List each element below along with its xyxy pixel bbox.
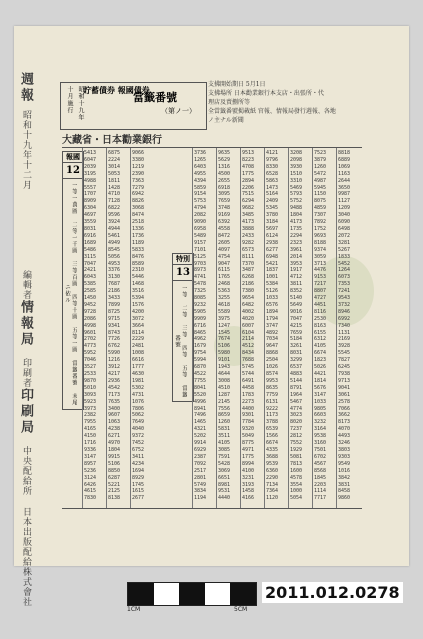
column-rule [130, 148, 131, 508]
bond-type: 貯蓄債券 報國債券 [83, 85, 150, 95]
column-rule [336, 148, 337, 508]
column-rule [106, 148, 107, 508]
left-margin [18, 72, 42, 607]
header-date: 昭和十九年十月施行 [66, 86, 84, 121]
column-rule [192, 148, 193, 508]
publication-date: 昭和十九年 [21, 110, 31, 160]
scale-ruler [127, 582, 257, 606]
meta-line: 支拂場所 日本勸業銀行本支店・出張所・代 [208, 90, 324, 97]
number-column: 9635 5629 1316 4500 2655 6918 3095 7659 3748 9169 6392 4558 8472 2605 4097 4754 9047 6115 1765 2468 5363 3255 4618 5589 3975 1247 1545 7674 5106 5980 9101 1943 4644 3008 4510 1287 2145 7556 8659 1260 5831 3511 4105 3085 7591 5428 3069 6651 8981 9531 4440 [218, 150, 231, 502]
editor-name: 情報局 [18, 300, 33, 348]
panel-tokubetsu [172, 253, 194, 402]
number-table [62, 147, 362, 509]
catalog-number: 2011.012.0278 [262, 582, 403, 603]
column-rule [312, 148, 313, 508]
number-column: 9513 8223 4708 1775 2894 2206 7515 6294 9682 3485 4173 3888 2433 9282 6573 8111 7370 3487 6268 2186 7380 9654 6482 4002 4020 6007 6104 2114 4512 8434 7688 5745 5744 6491 4458 1783 2273 4400 9301 7784 9320 5049 8775 4971 1775 8994 4100 3231 3193 1458 4166 [242, 150, 255, 502]
header-box [60, 82, 207, 130]
number-column: 7523 3879 1260 5472 4987 5945 1150 8075 4859 7307 7892 1752 9693 8188 9374 3059 3713 4476 9153 7217 8807 4727 4451 8116 2530 8163 6155 6312 4105 6674 1823 5026 4421 1814 5676 3147 1033 9805 6603 3232 3164 9538 3160 7501 6702 4567 8568 1845 2203 1114 7717 [314, 150, 327, 502]
column-rule [82, 148, 83, 508]
distributor: 中央配給所 日本出版配給株式會社 [21, 446, 31, 607]
panel-label: 特別 [176, 254, 190, 263]
number-column: 9066 3380 1219 2390 7363 7279 6942 8826 3068 8474 2518 1336 1736 1189 5833 8476 8589 2310 5446 1468 3516 5394 1576 4200 3072 3664 8114 2229 2481 1008 6616 1777 4630 1981 5302 4731 1076 7806 5062 7649 4040 9372 7452 6752 3411 4234 1694 8929 1745 1615 2677 [132, 150, 145, 502]
printer-name: 印刷局 [18, 388, 33, 436]
meta-line: 支拂開始期日 5月1日 [208, 81, 266, 88]
panel-number: 13 [173, 264, 193, 281]
column-rule [240, 148, 241, 508]
panel-label: 報國 [66, 152, 80, 161]
number-column: 8818 6889 1069 1163 2644 3650 9987 1127 1209 3040 6090 6498 2072 3281 5267 1833 5452 1264 6073 7353 7241 9543 3732 8946 6992 7340 1131 2169 3928 5545 7827 6245 7938 9713 9041 3061 2578 7066 3662 8173 4070 4493 3246 3803 9303 9549 1016 3842 3831 8458 9860 [338, 150, 351, 502]
number-column: 6875 2224 3014 5053 1811 1428 4710 7128 6822 9596 3924 4944 5461 4949 8545 5056 4953 3376 3130 7687 2186 3433 7899 8725 9715 9341 8743 7726 6762 5990 1216 3912 4217 2936 4542 7173 7635 3400 9607 1063 4238 6271 4970 1804 9915 5106 8850 6287 5221 2125 8138 [108, 150, 121, 502]
panel-text: 一等 二等 三等 四等 五等 當籤 番號 [174, 284, 187, 398]
column-rule [264, 148, 265, 508]
number-column: 3208 2098 3930 1510 3310 5469 5793 5752 9488 1804 4173 1735 2294 2323 3961 2014 3953 1917 4712 3811 8352 5140 5649 9016 7047 4215 7659 5184 3261 8031 3299 6537 4883 5144 8791 1964 5467 4774 3023 8020 7237 2812 7552 1929 5081 7813 1600 4578 3554 1000 5054 [290, 150, 303, 502]
panel-text: 一等一萬圓 二等一千圓 三等百圓 四等十圓 五等一圓 當籤番號 末尾ニ依ル [64, 182, 77, 406]
printer-label: 印刷者 [21, 358, 31, 388]
ruler-label-right: 5CM [234, 606, 248, 613]
meta-line: 全當籤番號掲載紙 官報、情報局發行週報、各地 [208, 108, 336, 115]
meta-line: ノ主ナル新聞 [208, 117, 244, 124]
number-column: 4121 9796 8330 6528 5863 1473 5164 2409 5345 3780 3184 5697 6124 2938 6277 6948 5421 1837 1001 5384 5126 1033 6576 1894 1794 3747 4892 7034 9647 8868 2504 1026 8574 9953 8635 7759 6131 9222 1173 3788 6539 1566 6674 4335 3688 9539 6360 2290 7134 7364 1120 [266, 150, 279, 502]
panel-number: 12 [63, 162, 83, 179]
panel-houkoku [62, 151, 84, 410]
ruler-label-left: 1CM [127, 606, 141, 613]
payment-info [208, 80, 358, 125]
meta-line: 理店及賣捌所等 [208, 99, 251, 106]
issuer: 大藏省・日本勸業銀行 [62, 135, 162, 146]
publication-month: 十二月 [21, 160, 31, 190]
number-column: 5413 6047 2039 3195 4988 5557 1707 8909 6304 4697 3559 8031 6916 1689 5486 3115 7047 2421 6043 5385 2585 1450 9452 9728 2086 4998 9601 2702 4773 5952 7046 3527 2533 9870 5010 3093 5923 3973 2382 7955 4165 4150 1716 9336 3147 8957 5236 3124 6426 4615 7830 [84, 150, 97, 502]
column-rule [288, 148, 289, 508]
editor-label: 編輯者 [21, 270, 31, 300]
column-rule [216, 148, 217, 508]
round-label: （第ノ一） [161, 107, 196, 115]
header-title: 當籤番號 [133, 91, 177, 104]
publication-title: 週報 [18, 72, 33, 104]
number-column: 3736 1265 6403 4955 4394 5859 9154 5753 4794 2082 9090 6958 5489 9157 7101 5125 9703 8973 4741 5478 7325 8085 9232 5905 9909 6716 8465 4962 1679 9754 5994 6870 4522 7755 8041 5520 4996 8941 7496 1465 4321 5202 9914 6929 2387 7092 2517 2801 5749 3834 1194 [194, 150, 207, 502]
